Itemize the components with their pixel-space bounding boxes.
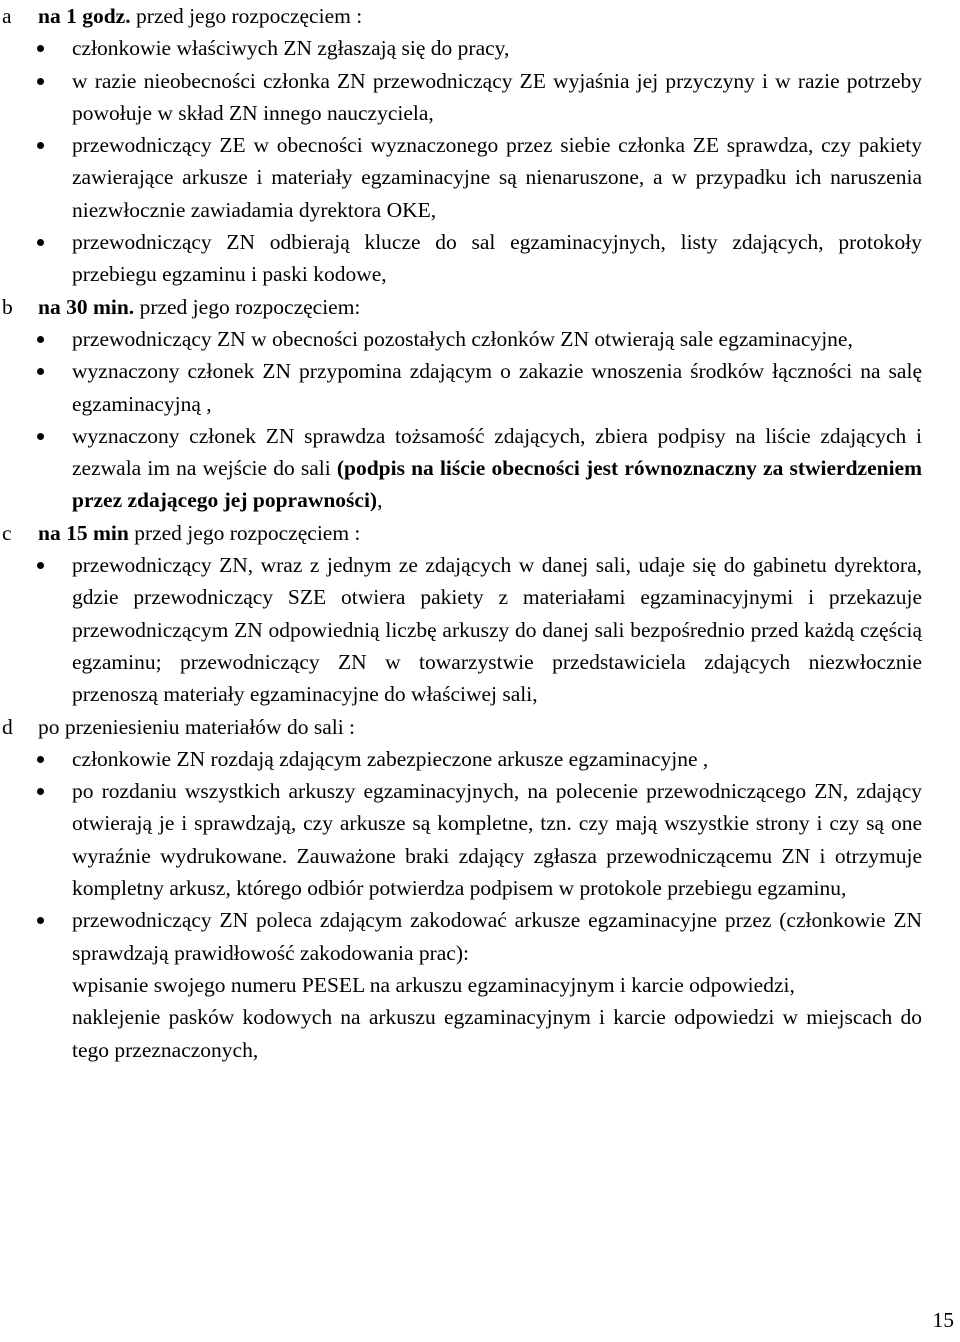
section-c-list — [0, 549, 922, 710]
list-item: przewodniczący ZN w obecności pozostałych członków ZN otwierają sale egzaminacyjne, — [0, 323, 922, 355]
section-letter: b — [2, 294, 13, 319]
section-letter: d — [2, 714, 13, 739]
list-item-bold-note: (podpis na liście obecności jest równoznaczny za stwierdzeniem przez zdającego jej poprawności) — [72, 456, 922, 513]
list-item — [0, 420, 922, 517]
section-letter: c — [2, 520, 12, 545]
list-item: przewodniczący ZE w obecności wyznaczonego przez siebie członka ZE sprawdza, czy pakiety zawierające arkusze i materiały egzaminacyjne są nienaruszone, a w przypadku ich naruszenia niezwłocznie zawiadamia dyrektora OKE, — [0, 129, 922, 226]
section-a-heading — [0, 0, 922, 32]
list-item: w razie nieobecności członka ZN przewodniczący ZE wyjaśnia jej przyczyny i w razie potrzeby powołuje w skład ZN innego nauczyciela, — [0, 65, 922, 130]
list-item-end: , — [377, 488, 383, 513]
coding-step: wpisanie swojego numeru PESEL na arkuszu egzaminacyjnym i karcie odpowiedzi, — [72, 972, 795, 997]
list-item: przewodniczący ZN, wraz z jednym ze zdających w danej sali, udaje się do gabinetu dyrektora, gdzie przewodniczący SZE otwiera pakiety z materiałami egzaminacyjnymi i przekazuje przewodniczącym ZN odpowiednią liczbę arkuszy do danej sali bezpośrednio przed każdą częścią egzaminu; przewodniczący ZN w towarzystwie przedstawiciela zdających niezwłocznie przenoszą materiały egzaminacyjne do właściwej sali, — [0, 549, 922, 710]
section-b-list — [0, 323, 922, 517]
section-letter: a — [2, 4, 12, 28]
list-item: wyznaczony członek ZN przypomina zdającym o zakazie wnoszenia środków łączności na salę egzaminacyjną , — [0, 355, 922, 420]
section-c-heading-text: przed jego rozpoczęciem : — [128, 520, 361, 545]
list-item: przewodniczący ZN poleca zdającym zakodować arkusze egzaminacyjne przez (członkowie ZN sprawdzają prawidłowość zakodowania prac): — [0, 904, 922, 969]
section-d-heading — [0, 711, 922, 743]
section-c-time: na 15 min — [38, 520, 129, 545]
section-d-heading-text: po przeniesieniu materiałów do sali : — [38, 714, 356, 739]
list-item-text: wyznaczony członek ZN sprawdza tożsamość zdających, zbiera podpisy na liście zdających i zezwala im na wejście do sali — [72, 423, 922, 481]
list-item: przewodniczący ZN odbierają klucze do sal egzaminacyjnych, listy zdających, protokoły przebiegu egzaminu i paski kodowe, — [0, 226, 922, 291]
list-item: członkowie właściwych ZN zgłaszają się do pracy, — [0, 32, 922, 64]
section-c-heading — [0, 517, 922, 549]
coding-step: naklejenie pasków kodowych na arkuszu egzaminacyjnym i karcie odpowiedzi w miejscach do tego przeznaczonych, — [72, 1005, 922, 1062]
section-b-heading — [0, 291, 922, 323]
section-a-time: na 1 godz. — [38, 4, 131, 28]
list-item: po rozdaniu wszystkich arkuszy egzaminacyjnych, na polecenie przewodniczącego ZN, zdający otwierają je i sprawdzają, czy arkusze są kompletne, tzn. czy mają wszystkie strony i czy są one wyraźnie wydrukowane. Zauważone braki zdający zgłasza przewodniczącemu ZN i otrzymuje kompletny arkusz, którego odbiór potwierdza podpisem w protokole przebiegu egzaminu, — [0, 775, 922, 904]
section-d-list — [0, 743, 922, 969]
section-b-time: na 30 min. — [38, 294, 135, 319]
section-a-list — [0, 32, 922, 290]
section-b-heading-text: przed jego rozpoczęciem: — [134, 294, 361, 319]
list-item: członkowie ZN rozdają zdającym zabezpieczone arkusze egzaminacyjne , — [0, 743, 922, 775]
section-a-heading-text: przed jego rozpoczęciem : — [130, 4, 363, 28]
page-number: 15 — [932, 1308, 954, 1332]
